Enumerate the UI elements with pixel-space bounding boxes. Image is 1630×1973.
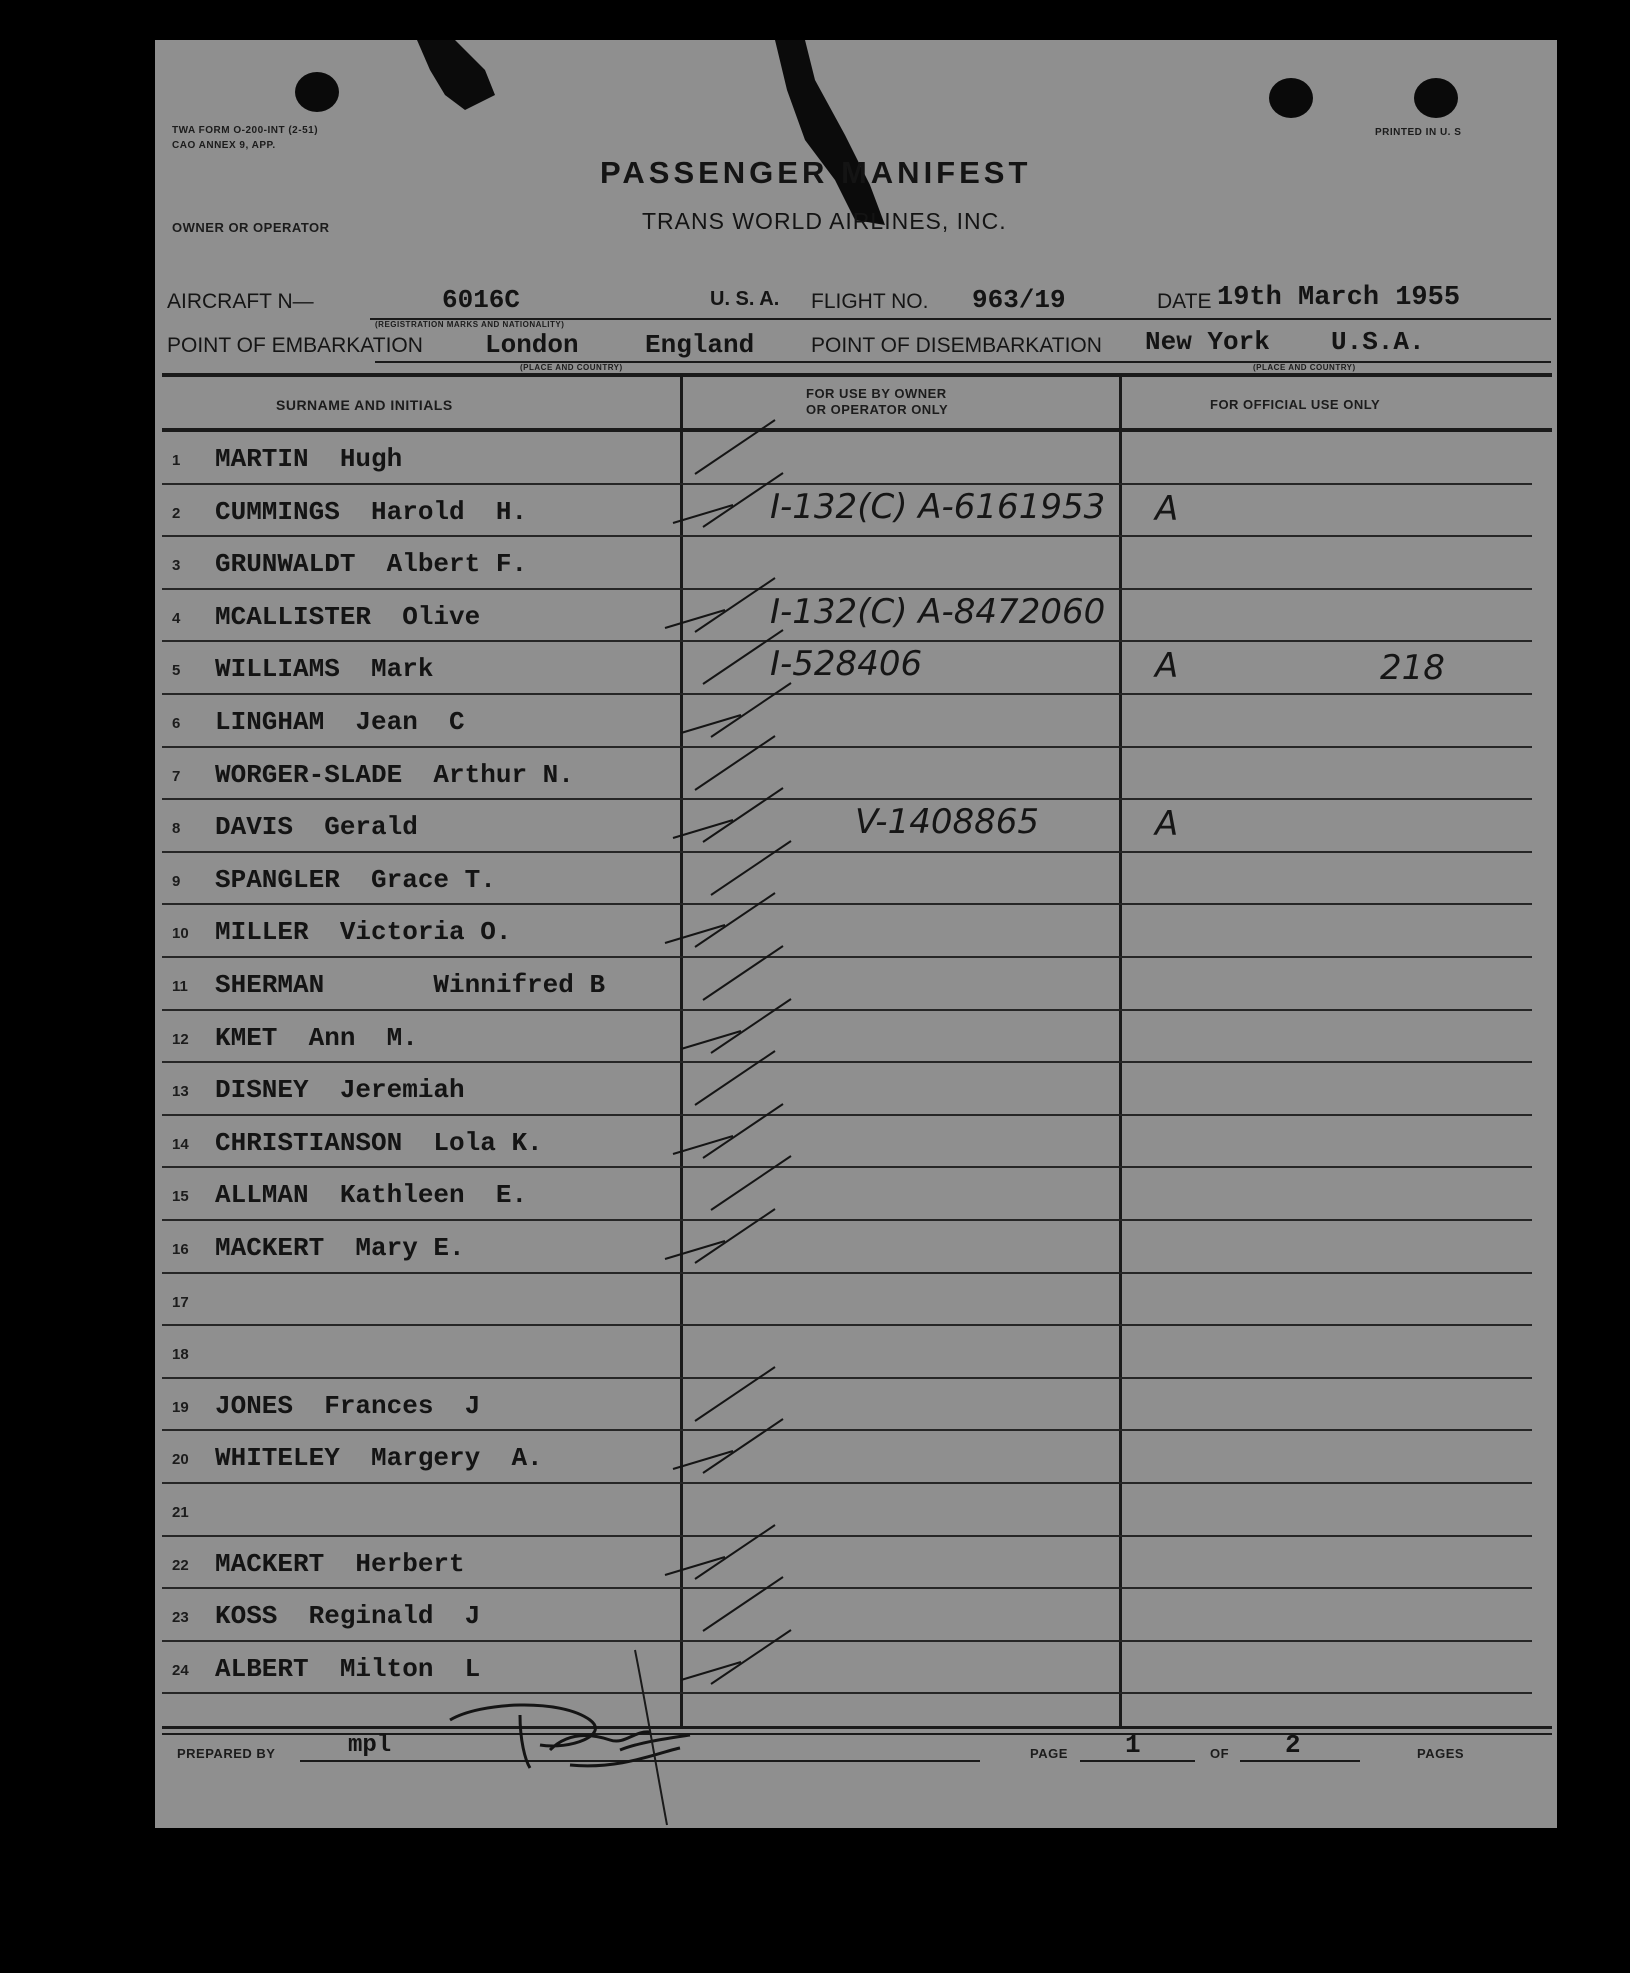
table-row <box>155 1116 1557 1169</box>
table-row <box>155 695 1557 748</box>
preparer-signature <box>420 1690 740 1780</box>
passenger-name: DISNEY Jeremiah <box>215 1075 465 1106</box>
table-row <box>155 1168 1557 1221</box>
table-row <box>155 537 1557 590</box>
disembarkation-city: New York <box>1145 327 1270 357</box>
table-row <box>155 1011 1557 1064</box>
row-number: 3 <box>172 557 181 575</box>
of-label: OF <box>1210 1746 1230 1761</box>
table-row <box>155 800 1557 853</box>
table-row <box>155 1537 1557 1590</box>
row-number: 23 <box>172 1609 189 1627</box>
table-row <box>155 1642 1557 1695</box>
embarkation-line <box>375 361 1551 363</box>
check-mark <box>655 1411 805 1481</box>
header-divider <box>162 373 1552 377</box>
official-use-entry: 218 <box>1380 648 1445 689</box>
owner-operator-label: OWNER OR OPERATOR <box>172 220 330 235</box>
status-code-entry: A <box>1155 804 1179 845</box>
row-number: 7 <box>172 767 181 785</box>
page-number: 1 <box>1125 1730 1141 1760</box>
row-number: 14 <box>172 1135 189 1153</box>
row-number: 16 <box>172 1241 189 1258</box>
owner-use-entry: I-132(C) A-6161953 <box>770 486 1106 527</box>
pages-label: PAGES <box>1417 1746 1465 1761</box>
table-row <box>155 905 1557 958</box>
table-row <box>155 1379 1557 1432</box>
row-number: 17 <box>172 1293 189 1311</box>
passenger-name: LINGHAM Jean C <box>215 707 465 737</box>
row-number: 10 <box>172 925 189 943</box>
passenger-name: MCALLISTER Olive <box>215 601 481 632</box>
row-divider <box>162 1692 1532 1694</box>
passenger-name: WHITELEY Margery A. <box>215 1443 543 1474</box>
disembarkation-label: POINT OF DISEMBARKATION <box>811 334 1102 357</box>
embarkation-label: POINT OF EMBARKATION <box>167 334 423 357</box>
row-number: 20 <box>172 1451 189 1469</box>
row-number: 22 <box>172 1556 189 1574</box>
aircraft-label: AIRCRAFT N— <box>167 290 314 313</box>
table-row <box>155 1274 1557 1327</box>
row-number: 13 <box>172 1083 189 1101</box>
pen-stroke <box>625 1640 685 1828</box>
embarkation-city: London <box>485 330 579 360</box>
disembarkation-country: U.S.A. <box>1331 327 1425 357</box>
printed-in: PRINTED IN U. S <box>1375 127 1462 138</box>
passenger-name: MARTIN Hugh <box>215 444 403 474</box>
row-number: 18 <box>172 1346 189 1364</box>
date-label: DATE <box>1157 290 1212 313</box>
row-number: 12 <box>172 1030 189 1048</box>
owner-use-entry: I-528406 <box>770 644 923 685</box>
row-number: 9 <box>172 872 181 890</box>
flight-date: 19th March 1955 <box>1217 283 1461 313</box>
embarkation-country: England <box>645 330 755 360</box>
check-mark <box>655 465 805 535</box>
column-surname: SURNAME AND INITIALS <box>276 397 453 413</box>
passenger-name: ALBERT Milton L <box>215 1653 481 1684</box>
owner-use-entry: I-132(C) A-8472060 <box>770 591 1106 632</box>
registration-caption: (REGISTRATION MARKS AND NATIONALITY) <box>375 320 565 329</box>
prepared-by-label: PREPARED BY <box>177 1746 276 1761</box>
passenger-name: KMET Ann M. <box>215 1022 418 1053</box>
aircraft-registration: 6016C <box>442 285 521 315</box>
row-number: 11 <box>172 978 188 995</box>
form-annex: CAO ANNEX 9, APP. <box>172 140 276 151</box>
form-number: TWA FORM O-200-INT (2-51) <box>172 125 319 136</box>
row-number: 8 <box>172 820 181 838</box>
place-country-caption-2: (PLACE AND COUNTRY) <box>1253 363 1356 372</box>
passenger-name: MACKERT Herbert <box>215 1548 465 1579</box>
check-mark <box>655 1201 805 1271</box>
flight-number-label: FLIGHT NO. <box>811 290 929 313</box>
row-number: 21 <box>172 1504 189 1521</box>
row-number: 4 <box>172 609 181 627</box>
table-row <box>155 748 1557 801</box>
table-row <box>155 1484 1557 1537</box>
column-owner-use-1: FOR USE BY OWNER <box>806 386 947 401</box>
passenger-name: CUMMINGS Harold H. <box>215 496 528 527</box>
row-number: 24 <box>172 1661 189 1679</box>
table-row <box>155 432 1557 485</box>
table-row <box>155 1431 1557 1484</box>
table-row <box>155 1063 1557 1116</box>
aircraft-line <box>370 318 1551 320</box>
column-official-use: FOR OFFICIAL USE ONLY <box>1210 397 1381 412</box>
row-number: 5 <box>172 662 181 680</box>
manifest-sheet <box>155 40 1557 1828</box>
passenger-name: WILLIAMS Mark <box>215 654 434 685</box>
row-number: 2 <box>172 504 181 522</box>
passenger-name: CHRISTIANSON Lola K. <box>215 1127 543 1158</box>
table-row <box>155 1221 1557 1274</box>
place-country-caption: (PLACE AND COUNTRY) <box>520 363 623 372</box>
row-number: 1 <box>172 452 181 469</box>
table-row <box>155 958 1557 1011</box>
column-owner-use-2: OR OPERATOR ONLY <box>806 402 949 417</box>
flight-number: 963/19 <box>972 285 1066 315</box>
manifest-title: PASSENGER MANIFEST <box>600 155 1032 190</box>
passenger-name: MACKERT Mary E. <box>215 1233 465 1263</box>
status-code-entry: A <box>1155 488 1179 529</box>
owner-use-entry: V-1408865 <box>855 802 1039 843</box>
page-label: PAGE <box>1030 1746 1068 1761</box>
row-number: 19 <box>172 1398 189 1416</box>
total-pages: 2 <box>1285 1730 1301 1760</box>
status-code-entry: A <box>1155 646 1179 687</box>
row-number: 15 <box>172 1188 189 1206</box>
passenger-name: SPANGLER Grace T. <box>215 864 496 895</box>
usa-label: U. S. A. <box>710 288 780 310</box>
table-row <box>155 642 1557 695</box>
passenger-name: DAVIS Gerald <box>215 812 418 843</box>
airline-name: TRANS WORLD AIRLINES, INC. <box>642 208 1007 234</box>
passenger-name: GRUNWALDT Albert F. <box>215 549 528 580</box>
passenger-name: JONES Frances J <box>215 1390 481 1421</box>
passenger-name: SHERMAN Winnifred B <box>215 970 606 1000</box>
table-row <box>155 485 1557 538</box>
table-row <box>155 853 1557 906</box>
passenger-name: WORGER-SLADE Arthur N. <box>215 759 574 790</box>
passenger-name: KOSS Reginald J <box>215 1601 481 1632</box>
passenger-name: MILLER Victoria O. <box>215 917 512 948</box>
table-row <box>155 1589 1557 1642</box>
prepared-by-initials: mpl <box>348 1732 392 1759</box>
table-row <box>155 590 1557 643</box>
row-number: 6 <box>172 715 181 732</box>
table-row <box>155 1326 1557 1379</box>
passenger-name: ALLMAN Kathleen E. <box>215 1180 528 1211</box>
